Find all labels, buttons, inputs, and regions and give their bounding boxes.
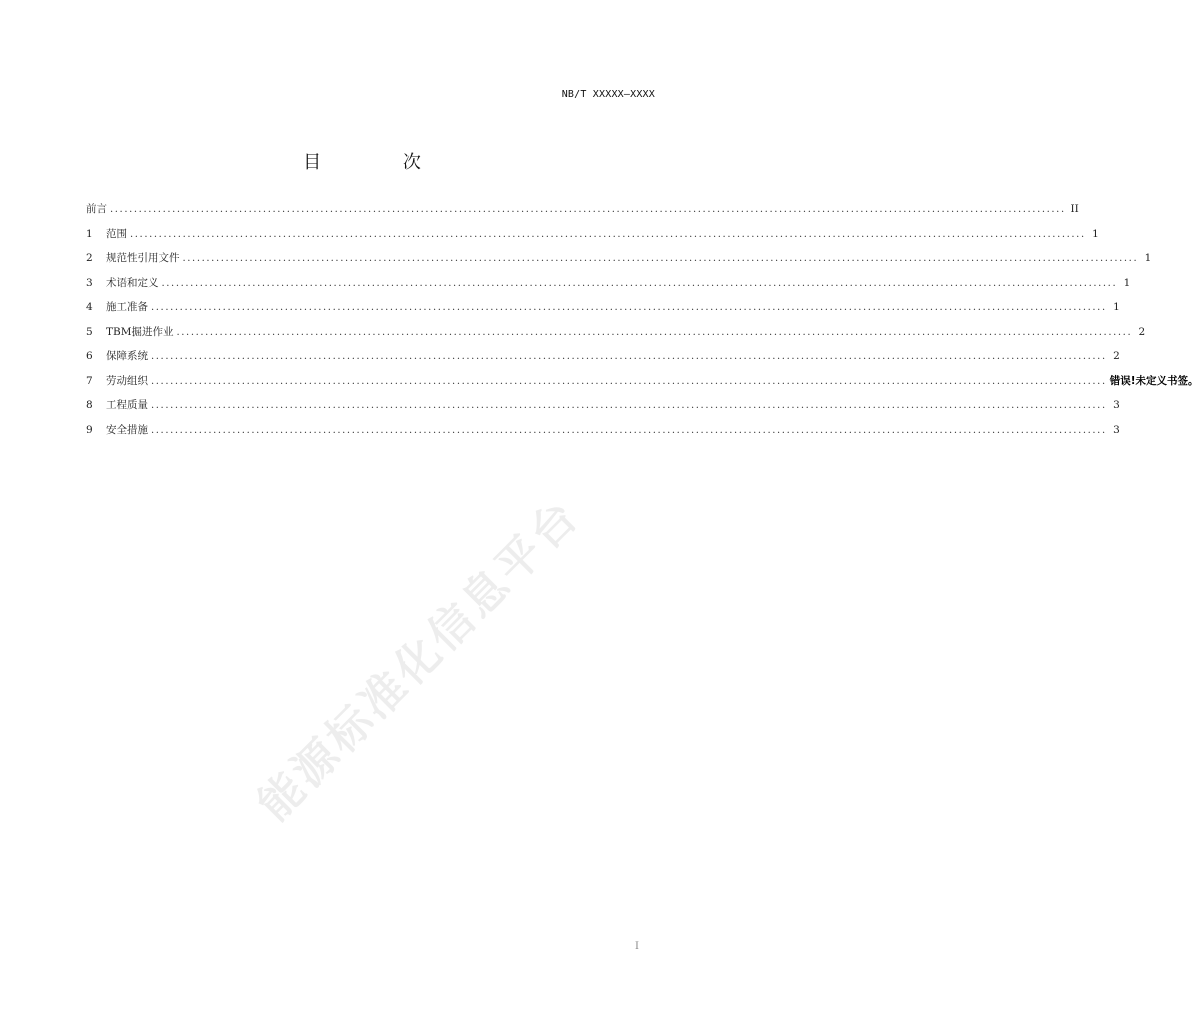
- toc-leader-dots: ........................................................................................................................................................................................................: [151, 375, 1107, 387]
- toc-entry-page: 2: [1138, 325, 1146, 338]
- toc-entry[interactable]: [86, 348, 1120, 373]
- toc-entry[interactable]: [86, 373, 1199, 398]
- toc-entry-number: 4: [86, 301, 93, 313]
- toc-entry-label[interactable]: 前言: [86, 203, 107, 215]
- toc-leader-dots: ........................................................................................................................................................................................................: [151, 351, 1107, 362]
- toc-entry-page: 3: [1113, 423, 1120, 436]
- toc-entry-page: 2: [1113, 350, 1120, 362]
- toc-leader-dots: ........................................................................................................................................................................................................: [182, 253, 1139, 264]
- toc-leader-dots: ........................................................................................................................................................................................................: [130, 228, 1086, 240]
- toc-entry-number: 3: [86, 276, 93, 289]
- toc-entry-label[interactable]: TBM掘进作业: [106, 325, 174, 338]
- toc-entry-page: 错误!未定义书签。: [1109, 374, 1199, 387]
- toc-entry[interactable]: [86, 422, 1120, 447]
- toc-leader-dots: ........................................................................................................................................................................................................: [161, 277, 1118, 289]
- toc-entry-number: 8: [86, 399, 93, 411]
- watermark: 能源标准化信息平台: [248, 489, 590, 831]
- page-number: I: [635, 941, 639, 952]
- toc-leader-dots: ........................................................................................................................................................................................................: [151, 424, 1107, 436]
- table-of-contents: [86, 201, 1199, 446]
- toc-entry[interactable]: [86, 397, 1120, 422]
- toc-entry-label[interactable]: 保障系统: [106, 350, 148, 362]
- toc-entry-number: 9: [86, 423, 93, 436]
- toc-leader-dots: ........................................................................................................................................................................................................: [151, 302, 1107, 313]
- toc-entry-number: 5: [86, 325, 93, 338]
- toc-entry-page: II: [1070, 203, 1079, 215]
- toc-entry[interactable]: [86, 201, 1079, 226]
- toc-entry-number: 1: [86, 227, 93, 240]
- toc-leader-dots: ........................................................................................................................................................................................................: [110, 204, 1066, 215]
- toc-entry-number: 6: [86, 350, 93, 362]
- toc-leader-dots: ........................................................................................................................................................................................................: [151, 400, 1107, 411]
- toc-entry-page: 1: [1123, 276, 1131, 289]
- toc-entry[interactable]: [86, 250, 1152, 275]
- toc-entry-label[interactable]: 工程质量: [106, 399, 148, 411]
- toc-entry-page: 1: [1144, 252, 1152, 264]
- toc-entry[interactable]: [86, 226, 1099, 251]
- toc-entry[interactable]: [86, 275, 1131, 300]
- document-code: NB/T XXXXX—XXXX: [561, 89, 655, 100]
- toc-entry-page: 1: [1092, 227, 1099, 240]
- toc-entry[interactable]: [86, 324, 1146, 349]
- toc-title: 目 次: [303, 152, 459, 173]
- toc-entry-label[interactable]: 术语和定义: [106, 276, 159, 289]
- toc-entry-label[interactable]: 施工准备: [106, 301, 148, 313]
- toc-entry-label[interactable]: 范围: [106, 227, 127, 240]
- toc-entry-number: 7: [86, 374, 93, 387]
- toc-entry-label[interactable]: 规范性引用文件: [106, 252, 180, 264]
- toc-entry-page: 1: [1113, 301, 1120, 313]
- toc-leader-dots: ........................................................................................................................................................................................................: [176, 326, 1133, 338]
- toc-entry-label[interactable]: 劳动组织: [106, 374, 148, 387]
- toc-entry-page: 3: [1113, 399, 1120, 411]
- toc-entry[interactable]: [86, 299, 1120, 324]
- toc-entry-label[interactable]: 安全措施: [106, 423, 148, 436]
- toc-entry-number: 2: [86, 252, 93, 264]
